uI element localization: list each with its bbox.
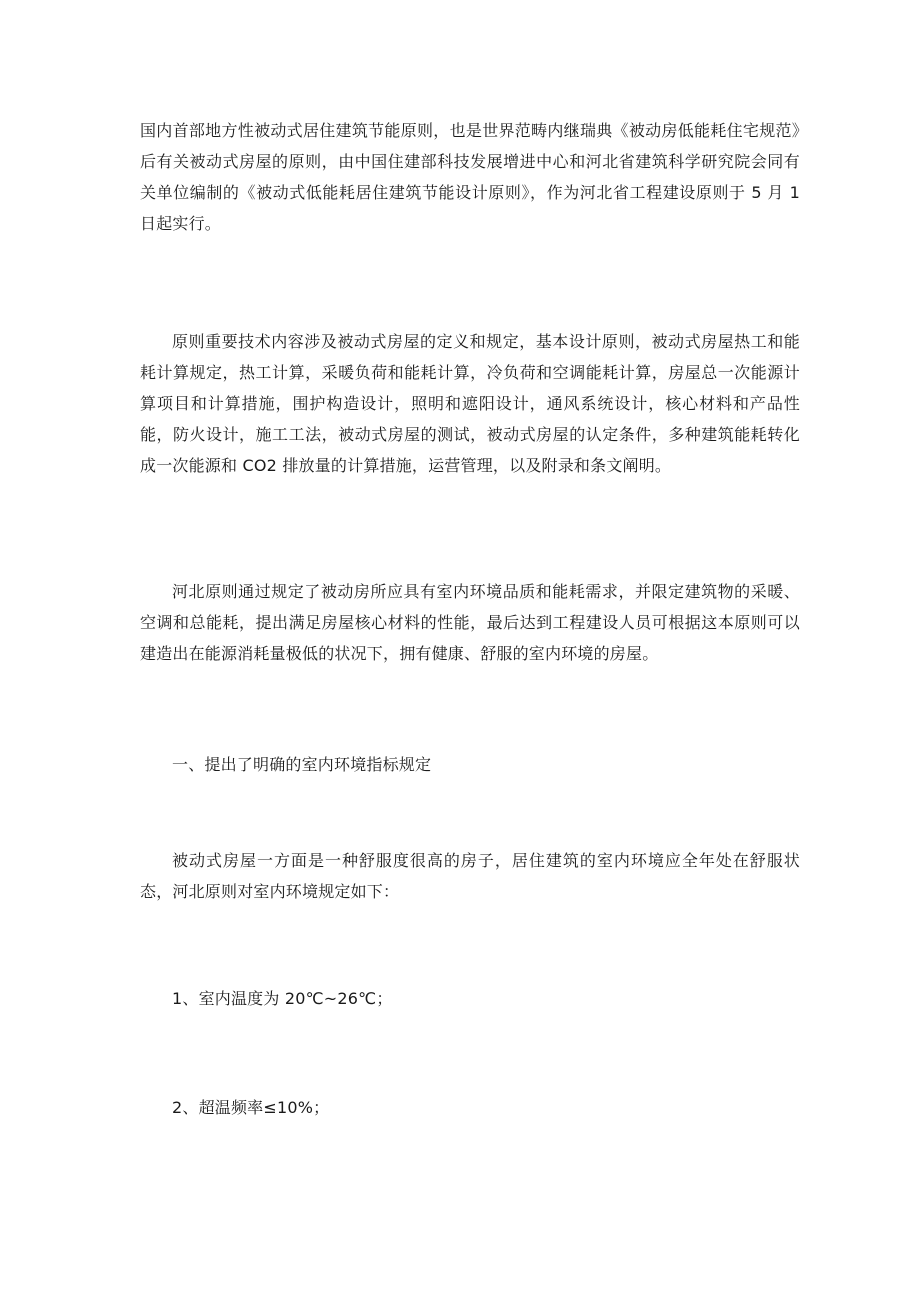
list-item-overheat-frequency: 2、超温频率≤10%； xyxy=(172,1098,330,1117)
indoor-environment-paragraph: 被动式房屋一方面是一种舒服度很高的房子，居住建筑的室内环境应全年处在舒服状态，河北原则对室内环境规定如下： xyxy=(140,851,800,901)
section-heading: 一、提出了明确的室内环境指标规定 xyxy=(172,755,432,774)
intro-paragraph: 国内首部地方性被动式居住建筑节能原则，也是世界范畴内继瑞典《被动房低能耗住宅规范》后有关被动式房屋的原则，由中国住建部科技发展增进中心和河北省建筑科学研究院会同有关单位编制的《被动式低能耗居住建筑节能设计原则》，作为河北省工程建设原则于 5 月 1 日起实行。 xyxy=(140,121,800,233)
list-item-temperature: 1、室内温度为 20℃~26℃； xyxy=(172,989,393,1008)
hebei-standard-paragraph: 河北原则通过规定了被动房所应具有室内环境品质和能耗需求，并限定建筑物的采暖、空调和总能耗，提出满足房屋核心材料的性能，最后达到工程建设人员可根据这本原则可以建造出在能源消耗量极低的状况下，拥有健康、舒服的室内环境的房屋。 xyxy=(140,582,800,663)
technical-content-paragraph: 原则重要技术内容涉及被动式房屋的定义和规定，基本设计原则，被动式房屋热工和能耗计算规定，热工计算，采暖负荷和能耗计算，冷负荷和空调能耗计算，房屋总一次能源计算项目和计算措施，围护构造设计，照明和遮阳设计，通风系统设计，核心材料和产品性能，防火设计，施工工法，被动式房屋的测试，被动式房屋的认定条件，多种建筑能耗转化成一次能源和 CO2 排放量的计算措施，运营管理，以及附录和条文阐明。 xyxy=(140,332,800,475)
